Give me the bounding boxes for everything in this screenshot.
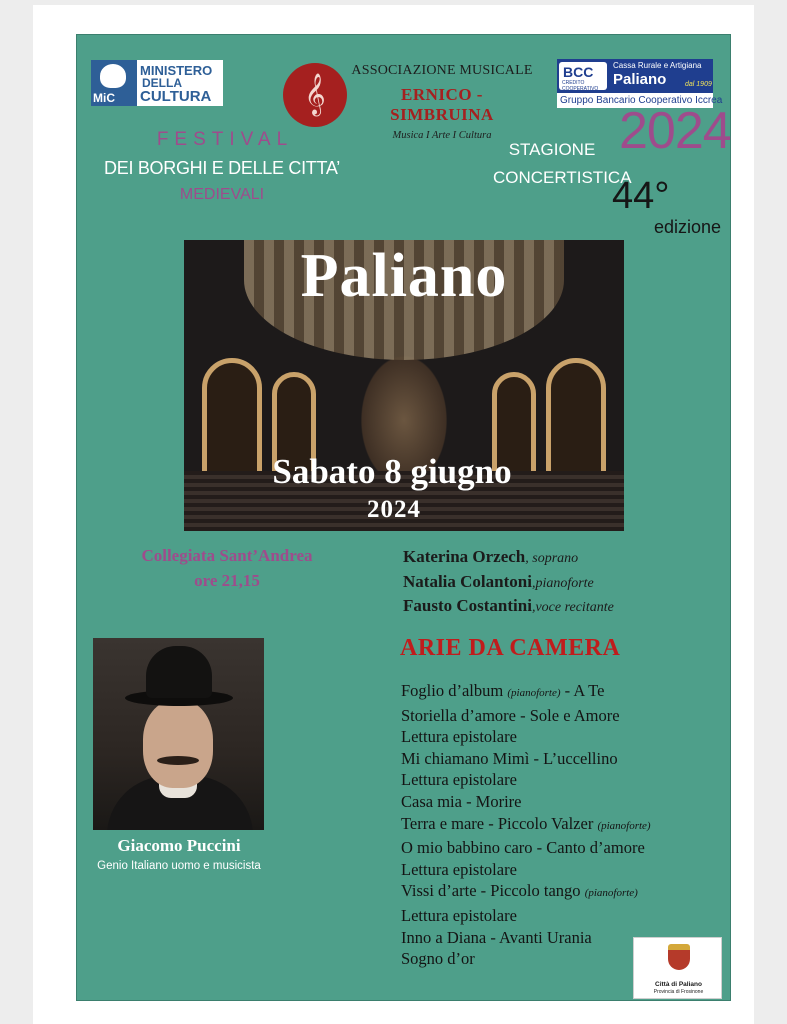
program-item-title-end: - A Te (560, 681, 605, 700)
program-item (401, 680, 651, 705)
comune-name: Città di Paliano (655, 981, 702, 988)
event-year: 2024 (367, 496, 421, 523)
concert-poster (76, 34, 731, 1001)
performer-name: Fausto Costantini (403, 596, 532, 615)
performer-name: Katerina Orzech (403, 547, 526, 566)
program-item (401, 859, 651, 881)
program-item (401, 880, 651, 905)
season-line2: CONCERTISTICA (493, 168, 632, 187)
comune-paliano-badge (633, 937, 722, 999)
mic-abbr: MiC (93, 91, 115, 105)
performer-role: ,pianoforte (531, 575, 594, 591)
program-item-title: O mio babbino caro - Canto d’amore (401, 838, 645, 858)
association-line1: ASSOCIAZIONE MUSICALE (351, 63, 533, 78)
venue-place: Collegiata Sant’Andrea (141, 546, 313, 565)
portrait-moustache (157, 756, 199, 765)
program-item (401, 948, 651, 970)
profile-head-icon (100, 64, 126, 88)
program-item-title: Lettura epistolare (401, 770, 517, 790)
venue-info (107, 543, 347, 593)
program-item-title: Lettura epistolare (401, 859, 517, 879)
season-year: 2024 (619, 102, 731, 160)
bcc-badge-text: BCC (563, 64, 594, 80)
performers-list (403, 546, 614, 620)
program-item-title: Inno a Diana - Avanti Urania (401, 927, 592, 947)
bcc-name: Paliano (613, 71, 667, 88)
bcc-badge-sub: CREDITO COOPERATIVO (562, 80, 599, 92)
program-item (401, 905, 651, 927)
performer-name: Natalia Colantoni (403, 571, 532, 591)
bcc-since: dal 1909 (685, 81, 712, 88)
mic-emblem (91, 60, 137, 106)
festival-heading (77, 129, 367, 204)
ministero-cultura-logo (91, 60, 223, 106)
bcc-banner (557, 59, 713, 93)
town-title: Paliano (300, 242, 508, 310)
program-title: ARIE DA CAMERA (400, 635, 621, 661)
program-item-note: (pianoforte) (584, 887, 638, 900)
church-interior-photo (184, 240, 624, 531)
season-line1: STAGIONE (508, 140, 596, 159)
performer (403, 546, 614, 571)
program-list (401, 680, 651, 970)
mic-line1: MINISTERO (140, 62, 213, 78)
performer-role: , soprano (525, 551, 579, 566)
portrait-face (143, 700, 213, 788)
event-date: Sabato 8 giugno (272, 452, 512, 491)
mic-line3: CULTURA (140, 87, 212, 105)
edition-word: edizione (654, 217, 722, 237)
association-logo (347, 63, 537, 141)
program-item (401, 769, 651, 791)
program-item-title: Mi chiamano Mimì - L’uccellino (401, 748, 618, 768)
program-item-note: (pianoforte) (507, 687, 561, 699)
program-item (401, 748, 651, 770)
program-item-title: Storiella d’amore - Sole e Amore (401, 705, 620, 725)
portrait-caption-name: Giacomo Puccini (117, 836, 241, 855)
association-name: ERNICO - SIMBRUINA (390, 85, 494, 124)
program-item (401, 705, 651, 727)
program-item (401, 813, 651, 838)
portrait-caption-description: Genio Italiano uomo e musicista (97, 860, 261, 872)
mic-wordmark (137, 60, 223, 106)
program-item (401, 726, 651, 748)
program-item-title: Lettura epistolare (401, 727, 517, 747)
coat-of-arms-icon (668, 944, 690, 970)
festival-line1: FESTIVAL (156, 129, 294, 150)
program-item (401, 791, 651, 813)
comune-province: Provincia di Frosinone (653, 989, 704, 995)
bcc-group: Gruppo Bancario Cooperativo Iccrea (560, 95, 723, 106)
program-item (401, 927, 651, 949)
portrait-hat (146, 646, 212, 698)
program-item-note: (pianoforte) (597, 819, 651, 832)
program-item-title: Sogno d’or (401, 949, 475, 969)
performer (403, 595, 614, 620)
program-item-title: Lettura epistolare (401, 905, 517, 925)
music-note-icon: 𝄞 (283, 63, 347, 127)
program-item-title: Terra e mare - Piccolo Valzer (401, 813, 598, 833)
edition-number: 44° (612, 175, 670, 217)
season-label (493, 136, 632, 192)
program-item-title: Vissi d’arte - Piccolo tango (401, 881, 585, 901)
puccini-portrait (93, 638, 264, 830)
venue-time: ore 21,15 (194, 571, 260, 590)
festival-line2: DEI BORGHI E DELLE CITTA’ (104, 158, 340, 178)
program-item-title: Casa mia - Morire (401, 791, 522, 811)
festival-line3: MEDIEVALI (179, 186, 265, 203)
performer-role: ,voce recitante (531, 600, 614, 615)
program-item-title: Foglio d’album (401, 681, 508, 700)
performer (403, 571, 614, 596)
bcc-line1: Cassa Rurale e Artigiana (613, 61, 702, 70)
mic-line2: DELLA (142, 75, 182, 90)
program-item (401, 837, 651, 859)
bcc-badge (559, 62, 607, 90)
association-tagline: Musica I Arte I Cultura (392, 130, 492, 141)
